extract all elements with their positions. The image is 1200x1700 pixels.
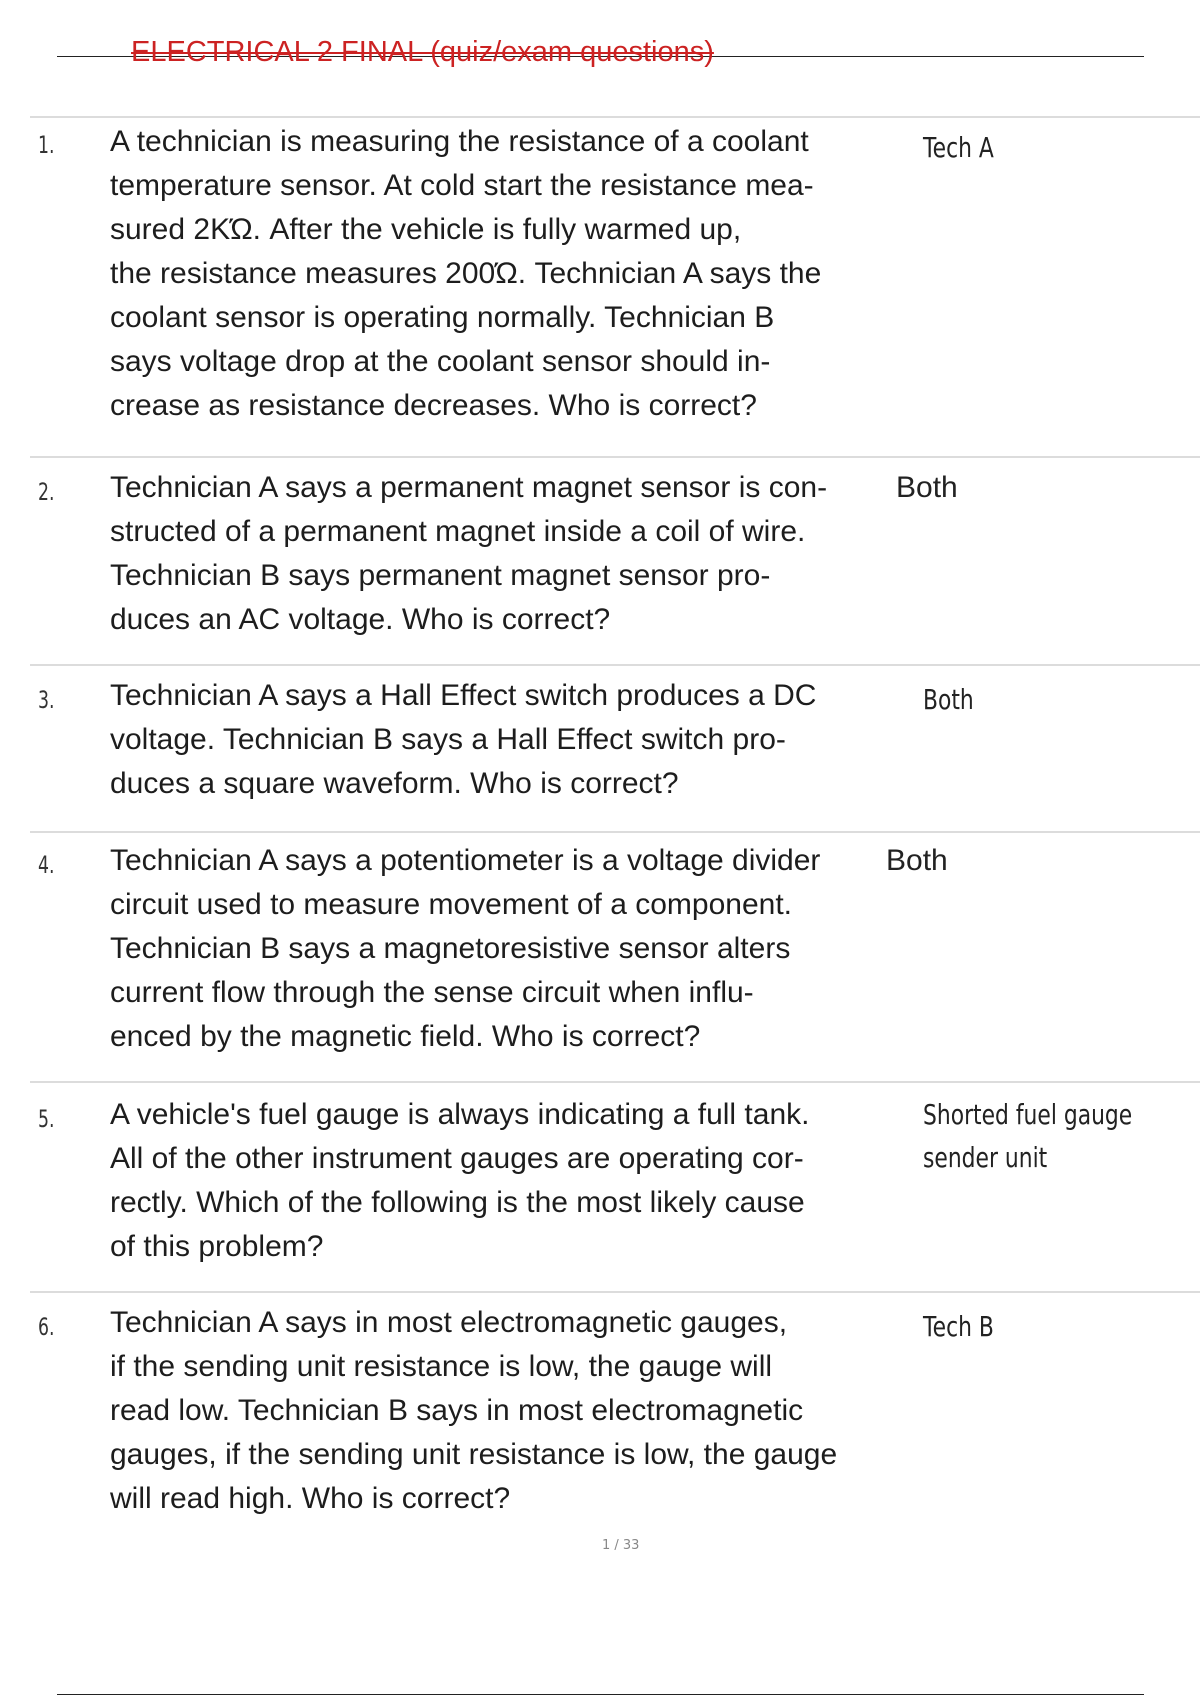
question-number: 3.	[38, 686, 55, 714]
question-item-5	[30, 1081, 1200, 1291]
question-number: 2.	[38, 478, 55, 506]
question-number: 5.	[38, 1105, 55, 1133]
answer-text: Tech B	[923, 1310, 994, 1343]
question-text: Technician A says in most electromagnetic gauges, if the sending unit resistance is low, the gauge will read low. Technician B says in most electromagnetic gauges, if the sending unit resistance is low, the gauge will read high. Who is correct?	[110, 1306, 838, 1515]
question-number: 4.	[38, 851, 55, 879]
question-text: Technician A says a potentiometer is a voltage divider circuit used to measure movement of a component. Technician B says a magnetoresistive sensor alters current flow through the sense circuit when influ- enced by the magnetic field. Who is correct?	[110, 844, 821, 1053]
bottom-rule	[57, 1694, 1144, 1695]
question-text: A vehicle's fuel gauge is always indicating a full tank. All of the other instrument gauges are operating cor- rectly. Which of the following is the most likely cause of this problem?	[110, 1098, 810, 1263]
question-text: A technician is measuring the resistance of a coolant temperature sensor. At cold start the resistance mea- sured 2KΏ. After the vehicle is fully warmed up, the resistance measures 200Ώ. Technician A says the coolant sensor is operating normally. Technician B says voltage drop at the coolant sensor should in- crease as resistance decreases. Who is correct?	[110, 125, 822, 422]
question-item-3	[30, 664, 1200, 831]
answer-text: Both	[886, 844, 948, 877]
answer-text: Shorted fuel gauge sender unit	[923, 1098, 1133, 1174]
question-number: 6.	[38, 1313, 55, 1341]
answer-text: Both	[896, 471, 958, 504]
answer-text: Both	[923, 683, 974, 716]
question-number: 1.	[38, 131, 55, 159]
question-item-6	[30, 1291, 1200, 1531]
question-item-1	[30, 116, 1200, 456]
question-text: Technician A says a Hall Effect switch produces a DC voltage. Technician B says a Hall Effect switch pro- duces a square waveform. Who is correct?	[110, 679, 817, 800]
document-title: ELECTRICAL 2 FINAL (quiz/exam questions)	[131, 36, 714, 68]
question-list	[30, 116, 1200, 1531]
question-text: Technician A says a permanent magnet sensor is con- structed of a permanent magnet inside a coil of wire. Technician B says permanent magnet sensor pro- duces an AC voltage. Who is correct?	[110, 471, 828, 636]
answer-text: Tech A	[923, 131, 994, 164]
question-item-2	[30, 456, 1200, 664]
question-item-4	[30, 831, 1200, 1081]
page-number: 1 / 33	[602, 1538, 640, 1553]
